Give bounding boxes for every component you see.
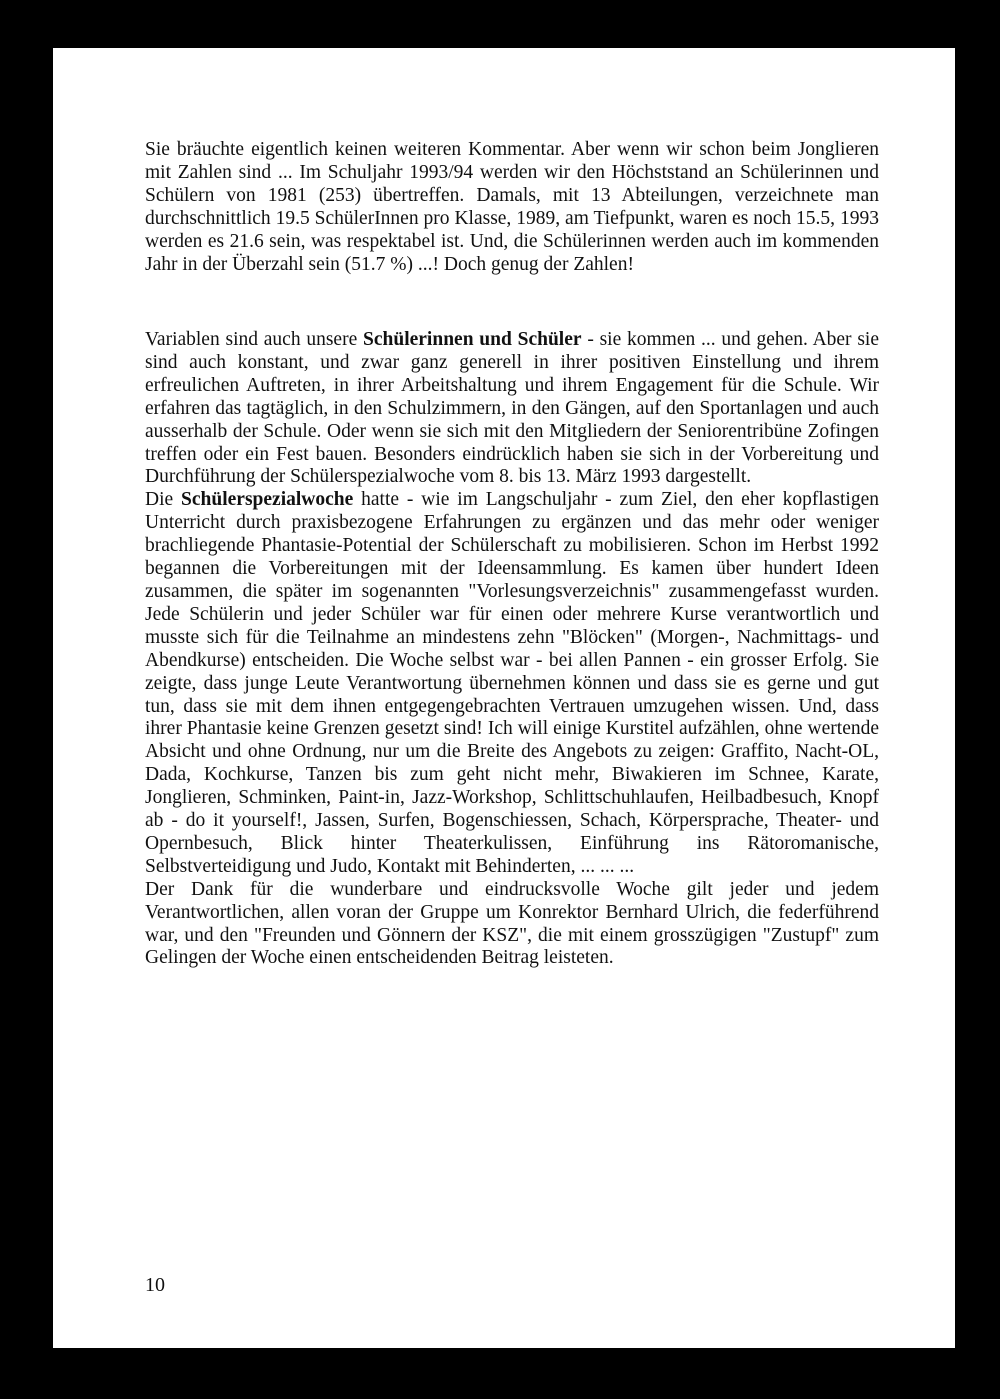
intro-paragraph-block [145, 139, 879, 276]
main-text-block [145, 329, 879, 970]
document-page [53, 48, 955, 1348]
page-number: 10 [145, 1274, 165, 1296]
paragraph-special-week [145, 489, 879, 878]
paragraph-thanks: Der Dank für die wunderbare und eindrucksvolle Woche gilt jeder und jedem Verantwortlichen, allen voran der Gruppe um Konrektor Bernhard Ulrich, die federführend war, und den "Freunden und Gönnern der KSZ", die mit einem grosszügigen "Zustupf" zum Gelingen der Woche einen entscheidenden Beitrag leisteten. [145, 878, 879, 969]
paragraph-special-week-pre: Die [145, 489, 182, 511]
paragraph-students-post: - sie kommen ... und gehen. Aber sie sind auch konstant, und zwar ganz generell in ihrer positiven Einstellung und ihrem erfreulichen Auftreten, in ihrer Arbeitshaltung und ihrem Engagement für die Schule. Wir erfahren das tagtäglich, in den Schulzimmern, in den Gängen, auf den Sportanlagen und auch ausserhalb der Schule. Oder wenn sie sich mit den Mitgliedern der Seniorentribüne Zofingen treffen oder ein Fest bauen. Besonders eindrücklich haben sie sich in der Vorbereitung und Durchführung der Schülerspezialwoche vom 8. bis 13. März 1993 dargestellt. [145, 329, 879, 488]
paragraph-statistics: Sie bräuchte eigentlich keinen weiteren Kommentar. Aber wenn wir schon beim Jonglieren mit Zahlen sind ... Im Schuljahr 1993/94 werden wir den Höchststand an Schülerinnen und Schülern von 1981 (253) übertreffen. Damals, mit 13 Abteilungen, verzeichnete man durchschnittlich 19.5 SchülerInnen pro Klasse, 1989, am Tiefpunkt, waren es noch 15.5, 1993 werden es 21.6 sein, was respektabel ist. Und, die Schülerinnen werden auch im kommenden Jahr in der Überzahl sein (51.7 %) ...! Doch genug der Zahlen! [145, 139, 879, 275]
paragraph-students-pre: Variablen sind auch unsere [145, 329, 364, 350]
paragraph-special-week-bold: Schülerspezialwoche [181, 489, 354, 511]
paragraph-students [145, 329, 879, 489]
paragraph-students-bold: Schülerinnen und Schüler [363, 329, 582, 350]
paragraph-special-week-post: hatte - wie im Langschuljahr - zum Ziel, den eher kopflastigen Unterricht durch praxisbezogene Erfahrungen zu ergänzen und das mehr oder weniger brachliegende Phantasie-Potential der Schülerschaft zu mobilisieren. Schon im Herbst 1992 begannen die Vorbereitungen mit der Ideensammlung. Es kamen über hundert Ideen zusammen, die später im sogenannten "Vorlesungsverzeichnis" zusammengefasst wurden. Jede Schülerin und jeder Schüler war für einen oder mehrere Kurse verantwortlich und musste sich für die Teilnahme an mindestens zehn "Blöcken" (Morgen-, Nachmittags- und Abendkurse) entscheiden. Die Woche selbst war - bei allen Pannen - ein grosser Erfolg. Sie zeigte, dass junge Leute Verantwortung übernehmen können und dass sie es gerne und gut tun, dass sie mit dem ihnen entgegengebrachten Vertrauen umzugehen wissen. Und, dass ihrer Phantasie keine Grenzen gesetzt sind! Ich will einige Kurstitel aufzählen, ohne wertende Absicht und ohne Ordnung, nur um die Breite des Angebots zu zeigen: Graffito, Nacht-OL, Dada, Kochkurse, Tanzen bis zum geht nicht mehr, Biwakieren im Schnee, Karate, Jonglieren, Schminken, Paint-in, Jazz-Workshop, Schlittschuhlaufen, Heilbadbesuch, Knopf ab - do it yourself!, Jassen, Surfen, Bogenschiessen, Schach, Körpersprache, Theater- und Opernbesuch, Blick hinter Theaterkulissen, Einführung ins Rätoromanische, Selbstverteidigung und Judo, Kontakt mit Behinderten, ... ... ... [145, 489, 879, 877]
